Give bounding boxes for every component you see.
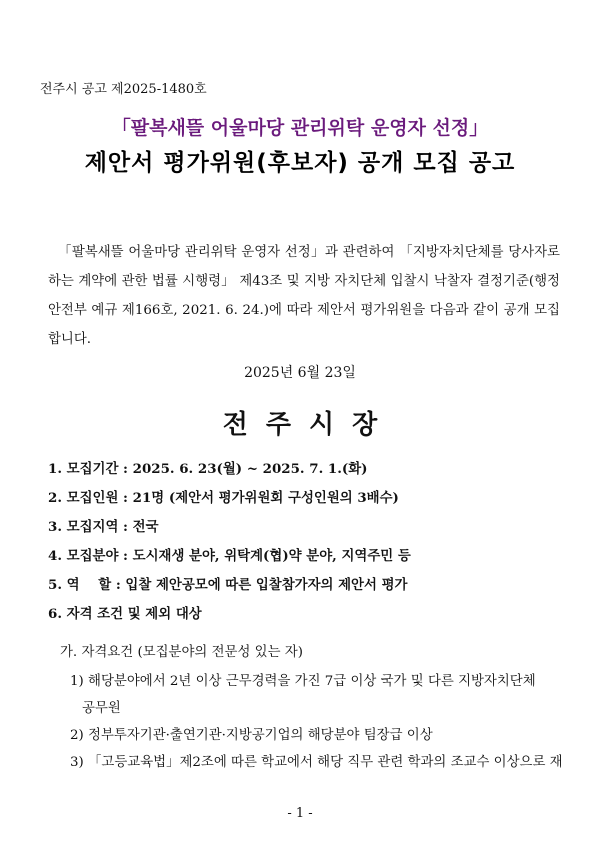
sub-item [70, 668, 570, 695]
sub-item-text: 해당분야에서 2년 이상 근무경력을 가진 7급 이상 국가 및 다른 지방자치단체 [88, 674, 536, 689]
notice-item: 5. 역 할 : 입찰 제안공모에 따른 입찰참가자의 제안서 평가 [48, 577, 408, 593]
sub-item-text: 정부투자기관·출연기관·지방공기업의 해당분야 팀장급 이상 [88, 728, 433, 743]
title-line-2: 제안서 평가위원(후보자) 공개 모집 공고 [84, 150, 516, 176]
sub-item-number: 1) [70, 674, 84, 689]
sub-item-continuation-text: 공무원 [82, 701, 121, 716]
sub-item-number: 2) [70, 728, 84, 743]
intro-paragraph: 「팔복새뜰 어울마당 관리위탁 운영자 선정」과 관련하여 「지방자치단체를 당사자로 하는 계약에 관한 법률 시행령」 제43조 및 지방 자치단체 입찰시 낙찰자 결정기준(행정안전부 예규 제166호, 2021. 6. 24.)에 따라 제안서 평가위원을 다음과 같이 공개 모집합니다. [48, 245, 560, 347]
title-line-1: 「팔복새뜰 어울마당 관리위탁 운영자 선정」 [111, 117, 489, 139]
sub-item-number: 3) [70, 755, 84, 770]
mayor-signature: 전주시장 [222, 410, 396, 440]
notice-item: 4. 모집분야 : 도시재생 분야, 위탁계(협)약 분야, 지역주민 등 [48, 548, 411, 564]
sub-item-text: 「고등교육법」제2조에 따른 학교에서 해당 직무 관련 학과의 조교수 이상으로 재 [88, 755, 563, 770]
notice-items [48, 458, 568, 632]
sub-heading: 가. 자격요건 (모집분야의 전문성 있는 자) [60, 645, 303, 660]
notice-item: 2. 모집인원 : 21명 (제안서 평가위원회 구성인원의 3배수) [48, 490, 399, 506]
notice-number: 전주시 공고 제2025-1480호 [40, 82, 207, 97]
announcement-date: 2025년 6월 23일 [244, 365, 356, 381]
sub-items [70, 668, 570, 776]
sub-item-continuation [70, 695, 570, 722]
sub-item [70, 722, 570, 749]
notice-item: 1. 모집기간 : 2025. 6. 23(월) ~ 2025. 7. 1.(화) [48, 461, 368, 477]
notice-item: 3. 모집지역 : 전국 [48, 519, 159, 535]
sub-item [70, 749, 570, 776]
page-number: - 1 - [287, 806, 313, 821]
notice-item: 6. 자격 조건 및 제외 대상 [48, 606, 202, 622]
